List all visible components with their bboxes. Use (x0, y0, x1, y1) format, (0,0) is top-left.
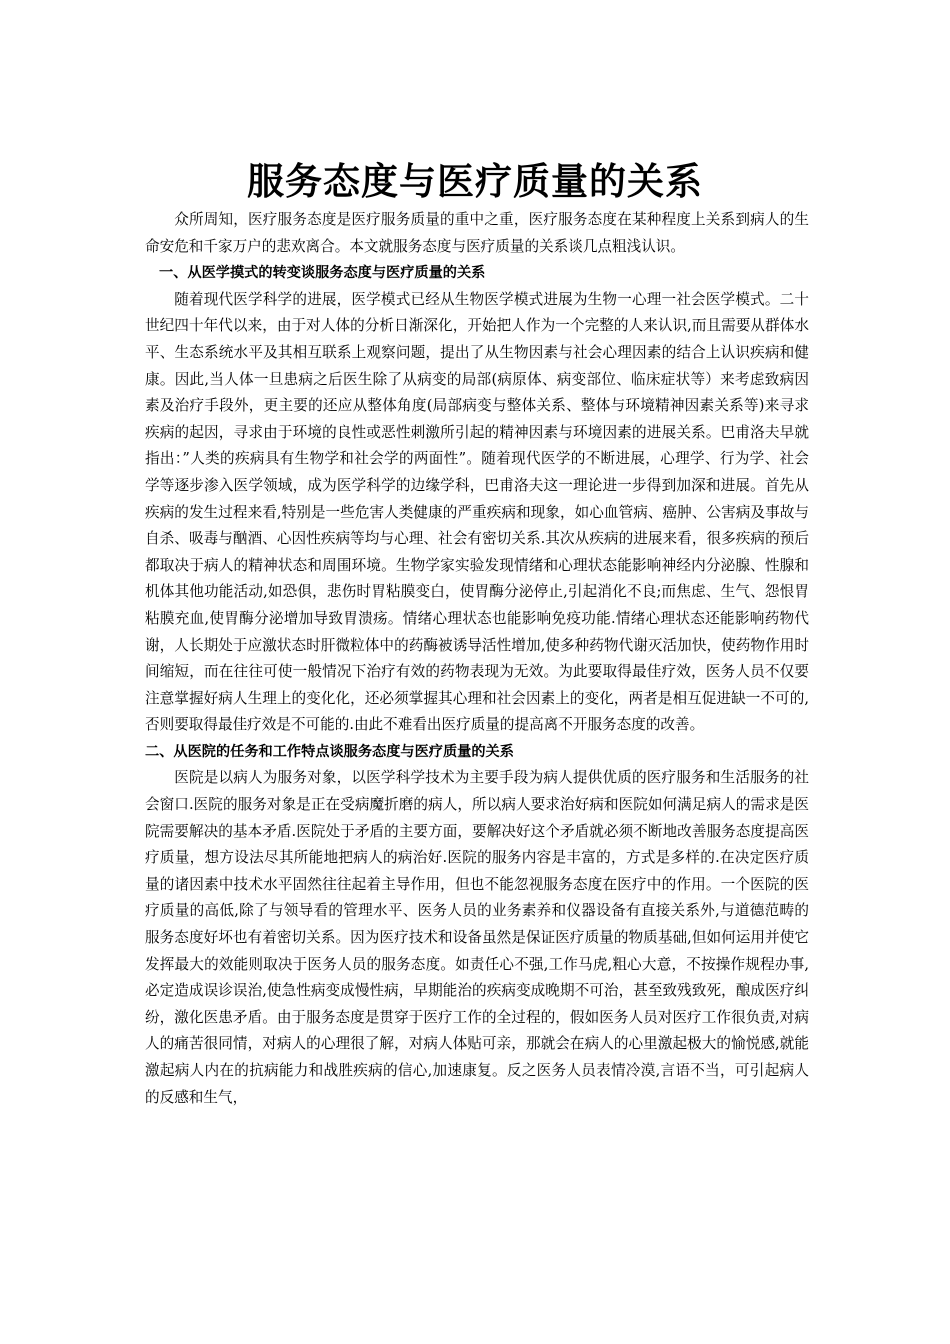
section-2-paragraph: 医院是以病人为服务对象，以医学科学技术为主要手段为病人提供优质的医疗服务和生活服务的社会窗口.医院的服务对象是正在受病魔折磨的病人，所以病人要求治好病和医院如何满足病人的需求是医院需要解决的基本矛盾.医院处于矛盾的主要方面，要解决好这个矛盾就必须不断地改善服务态度提高医疗质量，想方设法尽其所能地把病人的病治好.医院的服务内容是丰富的，方式是多样的.在决定医疗质量的诸因素中技术水平固然往往起着主导作用，但也不能忽视服务态度在医疗中的作用。一个医院的医疗质量的高低,除了与领导看的管理水平、医务人员的业务素养和仪器设备有直接关系外,与道德范畴的服务态度好坏也有着密切关系。因为医疗技术和设备虽然是保证医疗质量的物质基础,但如何运用并使它发挥最大的效能则取决于医务人员的服务态度。如责任心不强,工作马虎,粗心大意，不按操作规程办事,必定造成误诊误治,使急性病变成慢性病，早期能治的疾病变成晚期不可治，甚至致残致死，酿成医疗纠纷，激化医患矛盾。由于服务态度是贯穿于医疗工作的全过程的，假如医务人员对医疗工作很负责,对病人的痛苦很同情，对病人的心理很了解，对病人体贴可亲，那就会在病人的心里激起极大的愉悦感,就能激起病人内在的抗病能力和战胜疾病的信心,加速康复。反之医务人员表情冷漠,言语不当，可引起病人的反感和生气， (145, 769, 809, 1106)
section-2-heading: 二、从医院的任务和工作特点谈服务态度与医疗质量的关系 (145, 743, 514, 760)
section-1-heading: 一、从医学摸式的转变谈服务态度与医疗质量的关系 (159, 265, 486, 282)
intro-paragraph: 众所周知，医疗服务态度是医疗服务质量的重中之重，医疗服务态度在某种程度上关系到病人的生命安危和千家万户的悲欢离合。本文就服务态度与医疗质量的关系谈几点粗浅认识。 (145, 211, 809, 255)
document-body (145, 207, 809, 1111)
document-title: 服务态度与医疗质量的关系 (247, 160, 703, 203)
section-1-paragraph: 随着现代医学科学的进展，医学模式已经从生物医学模式进展为生物一心理一社会医学模式。二十世纪四十年代以来，由于对人体的分析日渐深化，开始把人作为一个完整的人来认识,而且需要从群体水平、生态系统水平及其相互联系上观察问题，提出了从生物因素与社会心理因素的结合上认识疾病和健康。因此,当人体一旦患病之后医生除了从病变的局部(病原体、病变部位、临床症状等）来考虑致病因素及治疗手段外，更主要的还应从整体角度(局部病变与整体关系、整体与环境精神因素关系等)来寻求疾病的起因，寻求由于环境的良性或恶性刺激所引起的精神因素与环境因素的进展关系。巴甫洛夫早就指出：”人类的疾病具有生物学和社会学的两面性”。随着现代医学的不断进展，心理学、行为学、社会学等逐步渗入医学领域，成为医学科学的边缘学科，巴甫洛夫这一理论进一步得到加深和进展。首先从疾病的发生过程来看,特别是一些危害人类健康的严重疾病和现象，如心血管病、癌肿、公害病及事故与自杀、吸毒与酗酒、心因性疾病等均与心理、社会有密切关系.其次从疾病的进展来看，很多疾病的预后都取决于病人的精神状态和周围环境。生物学家实验发现情绪和心理状态能影响神经内分泌腺、性腺和机体其他功能活动,如恐俱，悲伤时胃粘膜变白，使胃酶分泌停止,引起消化不良;而焦虑、生气、怨恨胃粘膜充血,使胃酶分泌增加导致胃溃疡。情绪心理状态也能影响免疫功能.情绪心理状态还能影响药物代谢，人长期处于应激状态时肝微粒体中的药酶被诱导活性增加,使多种药物代谢灭活加快，使药物作用时间缩短，而在往往可使一般情况下治疗有效的药物表现为无效。为此要取得最佳疗效，医务人员不仅要注意掌握好病人生理上的变化化，还必须掌握其心理和社会因素上的变化，两者是相互促进缺一不可的,否则要取得最佳疗效是不可能的.由此不难看出医疗质量的提高离不开服务态度的改善。 (145, 290, 809, 734)
